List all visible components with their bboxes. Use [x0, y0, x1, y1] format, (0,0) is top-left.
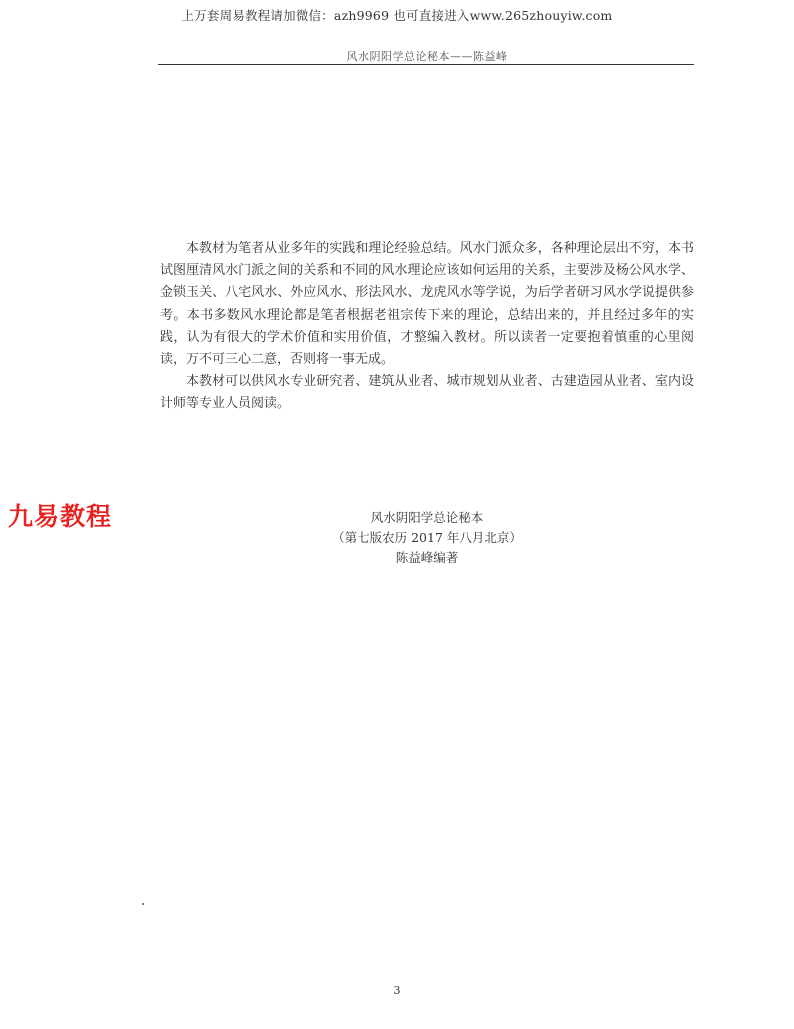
running-head: 风水阴阳学总论秘本——陈益峰 [346, 50, 508, 63]
preface-paragraph-2: 本教材可以供风水专业研究者、建筑从业者、城市规划从业者、古建造园从业者、室内设计师等专业人员阅读。 [160, 374, 694, 412]
header-rule [158, 64, 694, 65]
imprint-block [160, 508, 694, 568]
page-number: 3 [393, 984, 401, 997]
imprint-author: 陈益峰编著 [395, 550, 459, 565]
watermark-logo: 九易教程 [8, 502, 113, 531]
scan-speck [142, 903, 144, 905]
imprint-edition: （第七版农历 2017 年八月北京） [332, 530, 522, 545]
preface-paragraph-1: 本教材为笔者从业多年的实践和理论经验总结。风水门派众多，各种理论层出不穷，本书试图厘清风水门派之间的关系和不同的风水理论应该如何运用的关系，主要涉及杨公风水学、金锁玉关、八宅风水、外应风水、形法风水、龙虎风水等学说，为后学者研习风水学说提供参考。本书多数风水理论都是笔者根据老祖宗传下来的理论，总结出来的，并且经过多年的实践，认为有很大的学术价值和实用价值，才整编入教材。所以读者一定要抱着慎重的心里阅读，万不可三心二意，否则将一事无成。 [160, 241, 694, 368]
top-banner: 上万套周易教程请加微信：azh9969 也可直接进入www.265zhouyiw.com [181, 8, 613, 23]
imprint-book-title: 风水阴阳学总论秘本 [370, 510, 484, 525]
preface-body [160, 238, 694, 416]
